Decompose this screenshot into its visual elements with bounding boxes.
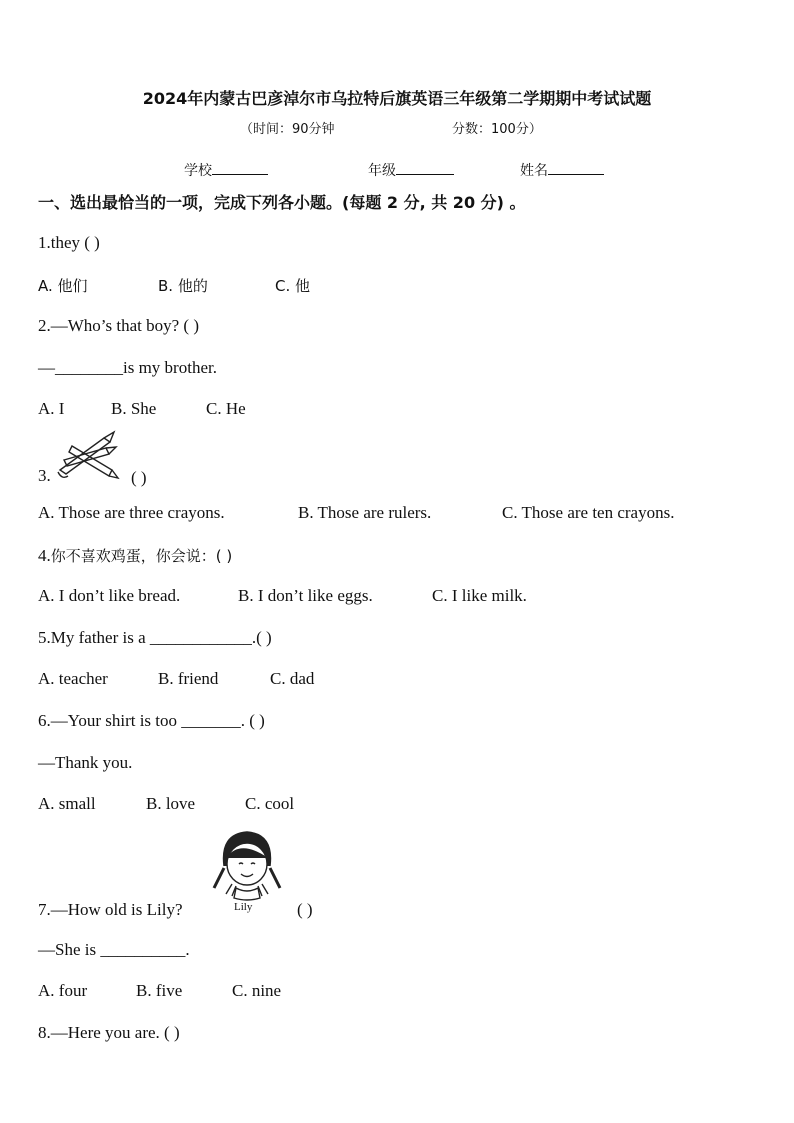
question-7-answer-line: —She is __________.: [38, 940, 190, 959]
question-text: —Your shirt is too _______. ( ): [50, 711, 265, 730]
option-a[interactable]: A. Those are three crayons.: [38, 503, 225, 522]
option-b[interactable]: B. I don’t like eggs.: [238, 586, 373, 605]
option-a[interactable]: A. small: [38, 794, 96, 813]
option-b[interactable]: B. Those are rulers.: [298, 503, 432, 522]
question-7: [38, 900, 183, 920]
question-2: [38, 316, 199, 336]
question-7-bracket: ( ): [297, 900, 313, 919]
option-b[interactable]: B. friend: [158, 669, 219, 688]
grade-field[interactable]: [368, 160, 454, 180]
option-c[interactable]: C. cool: [245, 794, 295, 813]
question-number: 2.: [38, 316, 51, 335]
option-b[interactable]: B. She: [111, 399, 157, 418]
question-number: 6.: [38, 711, 51, 730]
name-label: 姓名: [520, 163, 548, 179]
section-heading: 一、选出最恰当的一项，完成下列各小题。(每题 2 分, 共 20 分) 。: [38, 193, 526, 212]
option-c[interactable]: C. dad: [270, 669, 315, 688]
name-blank[interactable]: [548, 160, 604, 175]
option-c[interactable]: C. nine: [232, 981, 282, 1000]
option-b[interactable]: B. five: [136, 981, 183, 1000]
option-a[interactable]: A. 他们: [38, 277, 88, 295]
question-number: 1.: [38, 233, 51, 252]
option-c[interactable]: C. He: [206, 399, 246, 418]
page-title: 2024年内蒙古巴彦淖尔市乌拉特后旗英语三年级第二学期期中考试试题: [142, 89, 652, 108]
question-6: [38, 711, 265, 731]
question-4: [38, 545, 232, 566]
question-6-answer-line: —Thank you.: [38, 753, 133, 772]
name-field[interactable]: [520, 160, 604, 180]
question-2-answer-line: —________is my brother.: [38, 358, 217, 377]
option-b[interactable]: B. 他的: [158, 277, 208, 295]
question-1: [38, 233, 100, 253]
option-c[interactable]: C. Those are ten crayons.: [502, 503, 675, 522]
question-3-bracket: ( ): [131, 468, 147, 487]
school-label: 学校: [184, 163, 212, 179]
question-text: —How old is Lily?: [50, 900, 183, 919]
option-a[interactable]: A. four: [38, 981, 88, 1000]
school-field[interactable]: [184, 160, 268, 180]
question-number: 8.: [38, 1023, 51, 1042]
question-3-number: 3.: [38, 466, 51, 485]
option-a[interactable]: A. I don’t like bread.: [38, 586, 181, 605]
option-b[interactable]: B. love: [146, 794, 196, 813]
exam-score: 分数：100分）: [452, 122, 542, 137]
question-text: they ( ): [50, 233, 100, 252]
question-text: My father is a ____________.( ): [50, 628, 272, 647]
question-number: 5.: [38, 628, 51, 647]
question-number: 7.: [38, 900, 51, 919]
crayons-image: [54, 430, 122, 482]
option-a[interactable]: A. I: [38, 399, 65, 418]
grade-label: 年级: [368, 163, 396, 179]
option-a[interactable]: A. teacher: [38, 669, 108, 688]
question-5: [38, 628, 272, 648]
option-c[interactable]: C. I like milk.: [432, 586, 527, 605]
question-text: 你不喜欢鸡蛋，你会说：( ): [50, 547, 233, 565]
option-c[interactable]: C. 他: [275, 277, 311, 295]
question-number: 4.: [38, 546, 51, 565]
question-text: —Who’s that boy? ( ): [50, 316, 199, 335]
exam-time: （时间：90分钟: [240, 122, 335, 137]
question-8: [38, 1023, 180, 1043]
school-blank[interactable]: [212, 160, 268, 175]
question-text: —Here you are. ( ): [50, 1023, 180, 1042]
lily-caption: Lily: [234, 901, 253, 913]
grade-blank[interactable]: [396, 160, 454, 175]
